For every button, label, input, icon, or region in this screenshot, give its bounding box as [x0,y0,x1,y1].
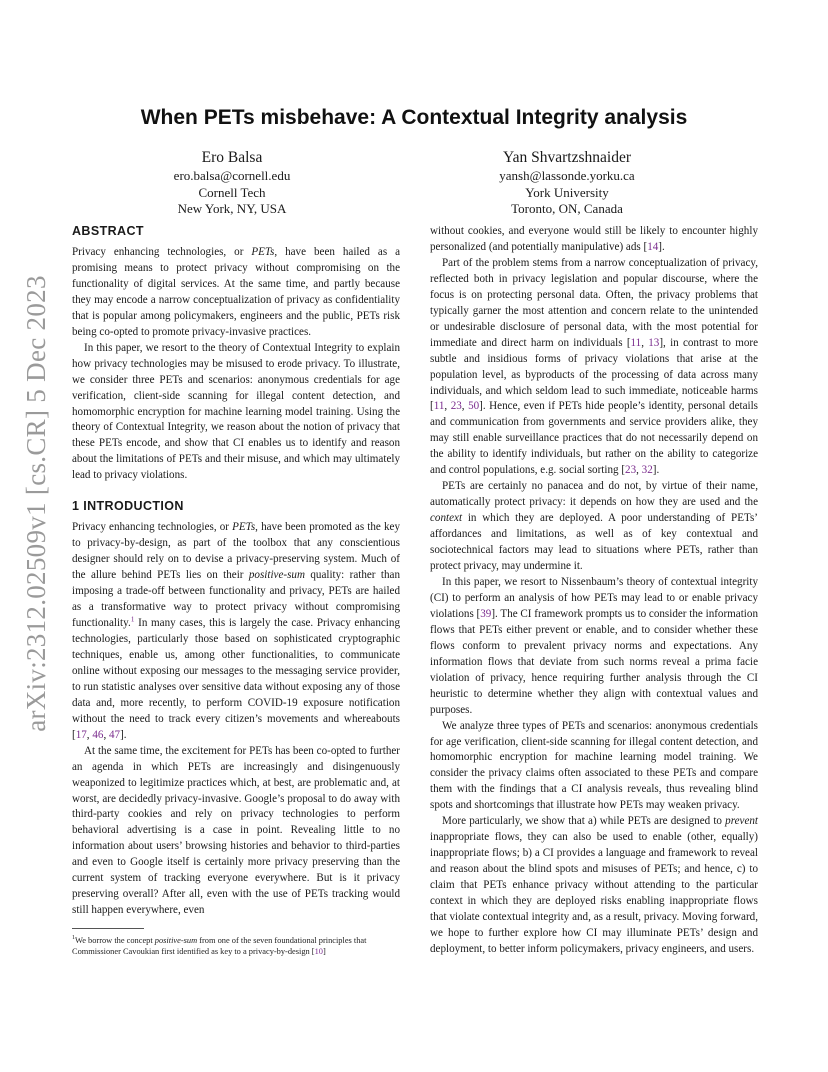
author-email: yansh@lassonde.yorku.ca [499,168,635,183]
author-location: New York, NY, USA [177,201,287,217]
arxiv-watermark [18,238,54,768]
citation-link[interactable]: 32 [641,464,653,477]
arxiv-id: arXiv:2312.02509v1 [cs.CR] 5 Dec 2023 [20,274,51,732]
section-heading-introduction: 1 INTRODUCTION [72,499,184,514]
right-column [430,224,758,958]
author-name: Ero Balsa [201,149,263,166]
citation-link[interactable]: 14 [647,240,659,253]
author-location: Toronto, ON, Canada [511,201,623,217]
citation-link[interactable]: 11 [630,336,642,349]
citation-link[interactable]: 46 [92,728,104,741]
citation-link[interactable]: 23 [625,464,637,477]
citation-link[interactable]: 11 [433,400,445,413]
citation-link[interactable]: 10 [314,947,323,956]
body-paragraph: More particularly, we show that a) while PETs are designed to prevent inappropriate flows, they can also be used to enable (other, equally) inappropriate flows; b) a CI provides a language and framework to reveal and reason about the blind spots and misuses of PETs; and hence, c) to claim that PETs enhance privacy without attending to the particular context in which they are deployed risks enabling inappropriate flows that violate contextual integrity and, as a result, privacy. Moving forward, we hope to further explore how CI may illuminate PETs’ design and deployment, to better inform policymakers, privacy engineers, and users. [430,815,758,955]
author-block [102,148,362,218]
body-paragraph: without cookies, and everyone would still be likely to encounter highly personalized (and potentially manipulative) ads [14]. [430,225,758,253]
citation-link[interactable]: 17 [75,728,87,741]
author-email: ero.balsa@cornell.edu [173,168,291,183]
author-block [437,148,697,218]
paper-title: When PETs misbehave: A Contextual Integrity analysis [140,106,688,129]
footnote: $^1$We borrow the concept positive-sum from one of the seven foundational principles that Commissioner Cavoukian first identified as key to a privacy-by-design [10] [72,928,400,957]
body-paragraph: At the same time, the excitement for PETs has been co-opted to further an agenda in which PETs are increasingly and disingenuously weaponized to legitimize practices which, at best, are problematic and, at worst, are decidedly privacy-invasive. Google’s proposal to do away with third-party cookies and rely on privacy technologies to perform behavioral advertising is a case in point. Revealing little to no information about users’ browsing histories and behavior to third-parties and even to Google itself is certainly more privacy preserving than the current system of tracking everyone everywhere. But is it privacy preserving overall? After all, even with the use of PETs tracking would still happen everywhere, even [72,744,400,917]
author-affiliation: York University [525,184,609,200]
citation-link[interactable]: 39 [480,607,492,620]
citation-link[interactable]: 23 [450,400,462,413]
left-column [72,223,400,919]
body-paragraph: Privacy enhancing technologies, or PETs, have been promoted as the key to privacy-by-design, as part of the toolbox that any conscientious designer should rely on to devise a privacy-preserving system. Much of the allure behind PETs lies on their positive-sum quality: rather than imposing a trade-off between functionality and privacy, PETs are hailed as a transformative way to protect privacy without compromising functionality.$^1$ In many cases, this is largely the case. Privacy enhancing technologies, particularly those based on sophisticated cryptographic techniques, enable us, among other functionalities, to communicate online without exposing our messages to the messaging service provider, to run statistic analyses over sensitive data without exposing any of those data and, more recently, to perform COVID-19 exposure notification without the need to track every citizen’s movements and whereabouts [17, 46, 47]. [72,521,400,741]
author-name: Yan Shvartzshnaider [502,149,631,166]
abstract-paragraph: Privacy enhancing technologies, or PETs, have been hailed as a promising means to protect privacy without compromising on the functionality of digital services. At the same time, and partly because they may encode a narrow conceptualization of privacy as confidentiality that is popular among policymakers, engineers and the public, PETs risk being co-opted to promote privacy-invasive practices. [72,246,401,338]
abstract-heading: ABSTRACT [72,224,144,238]
abstract-paragraph: In this paper, we resort to the theory of Contextual Integrity to explain how privacy technologies may be misused to erode privacy. To illustrate, we consider three PETs and scenarios: anonymous credentials for age verification, client-side scanning for illegal content detection, and homomorphic encryption for machine learning model training. Using the theory of Contextual Integrity, we reason about the notion of privacy that these PETs encode, and show that CI enables us to identify and reason about the limitations of PETs and their misuse, and which may ultimately lead to privacy violations. [72,341,400,482]
citation-link[interactable]: 50 [468,400,480,413]
body-paragraph: In this paper, we resort to Nissenbaum’s theory of contextual integrity (CI) to perform an analysis of how PETs may lead to or enable privacy violations [39]. The CI framework prompts us to consider the information flows that PETs either prevent or enable, and to consider whether these flows conform to prevalent privacy norms and expectations. Any information flows that deviate from such norms reveal a prima facie violation of privacy, hence requiring further analysis through the CI heuristic to determine whether they align with contextual values and purposes. [430,575,758,716]
body-paragraph: Part of the problem stems from a narrow conceptualization of privacy, reflected both in privacy legislation and popular discourse, where the focus is on protecting personal data. Often, the privacy problems that typically garner the most attention and concern relate to the unintended or undesirable disclosure of personal data, with the most potential for immediate and direct harm on individuals [11, 13], in contrast to more subtle and insidious forms of privacy violations that arise at the population level, as byproducts of the processing of data across many individuals, and which seldom lead to such immediate, noticeable harms [11, 23, 50]. Hence, even if PETs hide people’s identity, personal details and communication from governments and service providers alike, they may still enable surveillance practices that do not necessarily depend on the ability to identify individuals, but rather on the ability to categorize and control populations, e.g. social sorting [23, 32]. [430,256,759,477]
body-paragraph: PETs are certainly no panacea and do not, by virtue of their name, automatically protect privacy: it depends on how they are used and the context in which they are deployed. A poor understanding of PETs’ affordances and limitations, as well as of key contextual and sociotechnical factors may lead to situations where PETs, rather than protect privacy, may undermine it. [430,480,758,573]
author-affiliation: Cornell Tech [198,184,266,200]
footnote-rule [72,928,144,929]
citation-link[interactable]: 13 [648,336,660,349]
body-paragraph: We analyze three types of PETs and scenarios: anonymous credentials for age verification, client-side scanning for illegal content detection, and homomorphic encryption for machine learning model training. We consider the privacy claims often associated to these PETs and compare them with the findings that a CI analysis reveals, thus revealing blind spots and shortcomings that illustrate how PETs may weaken privacy. [430,719,758,812]
citation-link[interactable]: 47 [108,728,121,741]
footnote-marker[interactable]: 1 [130,614,135,624]
